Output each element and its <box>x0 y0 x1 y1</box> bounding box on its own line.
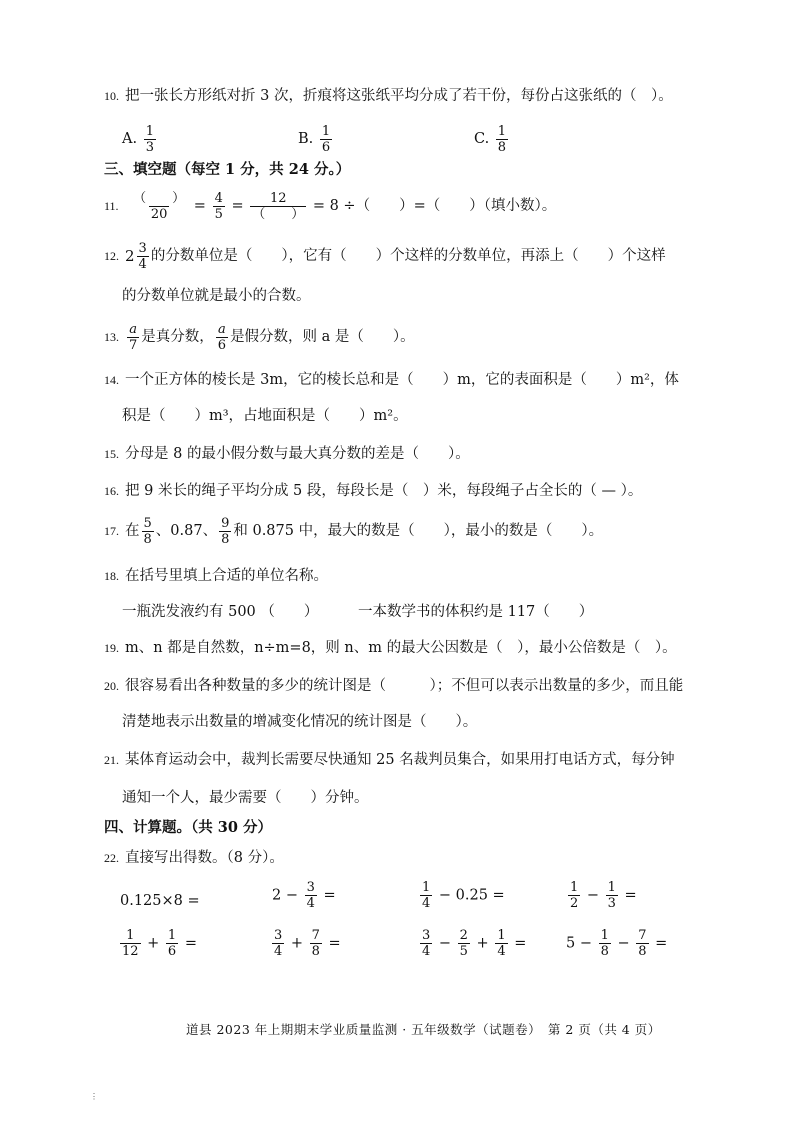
fraction <box>250 191 306 222</box>
denominator: 5 <box>214 206 223 222</box>
operator: + <box>147 935 160 952</box>
fraction <box>599 928 611 959</box>
equals-sign: = <box>514 935 527 952</box>
fraction <box>144 124 156 155</box>
numerator: 1 <box>167 928 177 943</box>
question-number: 15. <box>104 447 119 461</box>
question-text: 把 9 米长的绳子平均分成 5 段，每段长是（ ）米，每段绳子占全长的（ — ）。 <box>125 483 643 499</box>
question-number: 10. <box>104 89 119 103</box>
calc-text: − 0.25 = <box>438 887 505 904</box>
question-12-cont: 的分数单位就是最小的合数。 <box>122 288 311 304</box>
numerator: 4 <box>214 190 223 206</box>
operator: + <box>476 935 489 952</box>
denominator: 12 <box>122 944 139 959</box>
denominator: 3 <box>145 139 154 155</box>
question-number: 19. <box>104 641 119 655</box>
numerator: 1 <box>497 123 507 139</box>
question-text: 是真分数， <box>141 329 214 345</box>
denominator: 6 <box>321 139 331 155</box>
question-text: 在 <box>125 523 140 539</box>
equals-sign: = <box>328 935 341 952</box>
numerator: 1 <box>422 880 431 895</box>
numerator: 1 <box>607 880 616 895</box>
numerator: a <box>218 321 226 337</box>
equals-sign: = <box>655 935 668 952</box>
calc-item-7 <box>418 928 526 959</box>
equals-sign: = <box>184 935 197 952</box>
question-number: 20. <box>104 679 119 693</box>
equals-sign: = <box>193 198 206 214</box>
operator: − <box>586 887 600 904</box>
question-12 <box>104 238 666 274</box>
denominator: 8 <box>311 944 320 959</box>
denominator: 8 <box>638 944 647 959</box>
question-text: 是假分数，则 a 是（ ）。 <box>230 329 415 345</box>
denominator: 4 <box>306 896 315 911</box>
option-label: C. <box>474 131 490 147</box>
numerator: a <box>129 321 138 337</box>
option-c <box>474 122 510 156</box>
question-number: 21. <box>104 753 119 767</box>
numerator: 7 <box>638 928 647 943</box>
option-label: B. <box>298 131 314 147</box>
question-10 <box>104 86 673 106</box>
question-text: 分母是 8 的最小假分数与最大真分数的差是（ ）。 <box>125 446 470 462</box>
question-text: 在括号里填上合适的单位名称。 <box>125 568 328 584</box>
operator: − <box>438 935 452 952</box>
equals-sign: = <box>231 198 244 214</box>
question-22 <box>104 848 284 868</box>
calc-item-3 <box>418 880 505 911</box>
denominator: 20 <box>150 206 168 222</box>
question-21 <box>104 750 675 770</box>
question-18-sub-2: 一本数学书的体积约是 117（ ） <box>358 604 594 620</box>
fraction <box>458 928 470 959</box>
question-number: 11. <box>104 199 119 213</box>
question-number: 16. <box>104 484 119 498</box>
calc-item-5 <box>118 928 197 959</box>
calc-text: 5 − <box>566 935 592 952</box>
question-number: 22. <box>104 851 119 865</box>
option-label: A. <box>122 131 138 147</box>
fraction <box>213 191 225 222</box>
numerator: 9 <box>221 515 230 531</box>
question-text: 和 0.875 中，最大的数是（ ），最小的数是（ ）。 <box>233 523 604 539</box>
question-18-sub-1: 一瓶洗发液约有 500 （ ） <box>122 604 319 620</box>
fraction <box>127 322 139 353</box>
denominator: 4 <box>422 944 431 959</box>
denominator: 4 <box>422 896 431 911</box>
question-21-cont: 通知一个人，最少需要（ ）分钟。 <box>122 790 369 806</box>
section-3-heading: 三、填空题（每空 1 分，共 24 分。） <box>104 161 351 178</box>
fraction <box>320 124 332 155</box>
numerator: 12 <box>269 190 287 206</box>
fraction <box>495 928 507 959</box>
section-4-heading: 四、计算题。（共 30 分） <box>104 819 273 836</box>
fraction <box>606 880 618 911</box>
equals-sign: = <box>323 887 336 904</box>
numerator: 1 <box>321 123 331 139</box>
question-number: 12. <box>104 249 119 263</box>
numerator: 3 <box>422 928 431 943</box>
option-b <box>298 122 334 156</box>
scan-mark: ⋮ <box>90 1092 98 1101</box>
numerator: 3 <box>274 928 283 943</box>
question-text: 把一张长方形纸对折 3 次，折痕将这张纸平均分成了若干份，每份占这张纸的（ ）。 <box>125 88 673 104</box>
calc-item-8 <box>566 928 667 959</box>
denominator: 8 <box>497 139 507 155</box>
numerator: 5 <box>143 515 152 531</box>
mixed-number-whole: 2 <box>125 247 135 265</box>
question-number: 18. <box>104 569 119 583</box>
denominator: 4 <box>138 256 147 272</box>
fraction <box>142 516 154 547</box>
question-number: 14. <box>104 373 119 387</box>
fraction <box>310 928 322 959</box>
numerator: 1 <box>126 928 135 943</box>
denominator: 6 <box>217 337 227 353</box>
equals-sign: = <box>624 887 637 904</box>
numerator: 7 <box>311 928 320 943</box>
question-11 <box>104 186 556 226</box>
question-text: m、n 都是自然数，n÷m=8，则 n、m 的最大公因数是（ ），最小公倍数是（ ）。 <box>125 640 677 656</box>
numerator: 1 <box>600 928 609 943</box>
question-20-cont: 清楚地表示出数量的增减变化情况的统计图是（ ）。 <box>122 714 478 730</box>
question-14-cont: 积是（ ）m³，占地面积是（ ）m²。 <box>122 408 408 424</box>
page-footer: 道县 2023 年上期期末学业质量监测 · 五年级数学（试题卷） 第 2 页（共 4 页） <box>186 1022 661 1037</box>
denominator: 5 <box>459 944 468 959</box>
calc-item-6 <box>270 928 341 959</box>
question-number: 17. <box>104 524 119 538</box>
question-14 <box>104 370 679 390</box>
question-text: 很容易看出各种数量的多少的统计图是（ ）；不但可以表示出数量的多少，而且能 <box>125 678 684 694</box>
numerator: 1 <box>145 123 154 139</box>
fraction <box>272 928 284 959</box>
calc-item-1: 0.125×8 = <box>120 893 200 909</box>
question-13 <box>104 318 415 356</box>
question-18 <box>104 566 328 586</box>
question-20 <box>104 676 683 696</box>
question-text: 某体育运动会中，裁判长需要尽快通知 25 名裁判员集合，如果用打电话方式，每分钟 <box>125 752 675 768</box>
question-text: 、0.87、 <box>155 523 218 539</box>
option-a <box>122 122 158 156</box>
denominator: 3 <box>607 896 616 911</box>
question-text: 的分数单位是（ ），它有（ ）个这样的分数单位，再添上（ ）个这样 <box>150 248 666 264</box>
fraction <box>166 928 178 959</box>
denominator: 4 <box>497 944 506 959</box>
denominator: （ ） <box>252 206 305 222</box>
denominator: 8 <box>600 944 609 959</box>
numerator: 3 <box>306 880 315 895</box>
question-15 <box>104 444 470 464</box>
calc-item-2 <box>272 880 336 911</box>
numerator: 2 <box>459 928 468 943</box>
question-text: 直接写出得数。（8 分）。 <box>125 850 284 866</box>
calc-item-4 <box>566 880 637 911</box>
fraction <box>420 880 432 911</box>
fraction <box>137 241 149 272</box>
fraction <box>131 191 187 222</box>
fraction <box>496 124 508 155</box>
question-text: 一个正方体的棱长是 3m，它的棱长总和是（ ）m，它的表面积是（ ）m²，体 <box>125 372 679 388</box>
question-16 <box>104 481 642 501</box>
numerator: （ ） <box>133 190 186 206</box>
operator: − <box>617 935 630 952</box>
fraction <box>120 928 141 959</box>
question-19 <box>104 638 677 658</box>
operator: + <box>290 935 304 952</box>
numerator: 1 <box>570 880 579 895</box>
denominator: 6 <box>167 944 177 959</box>
question-text: = 8 ÷（ ）=（ ）（填小数）。 <box>312 198 557 214</box>
fraction <box>420 928 432 959</box>
fraction <box>216 322 228 353</box>
fraction <box>219 516 231 547</box>
denominator: 2 <box>570 896 579 911</box>
calc-text: 2 − <box>272 887 298 904</box>
numerator: 3 <box>138 240 147 256</box>
denominator: 8 <box>221 531 230 547</box>
denominator: 8 <box>143 531 152 547</box>
fraction <box>305 880 317 911</box>
numerator: 1 <box>497 928 506 943</box>
denominator: 7 <box>129 337 138 353</box>
fraction <box>636 928 648 959</box>
fraction <box>568 880 580 911</box>
denominator: 4 <box>274 944 283 959</box>
question-17 <box>104 512 603 550</box>
question-number: 13. <box>104 330 119 344</box>
